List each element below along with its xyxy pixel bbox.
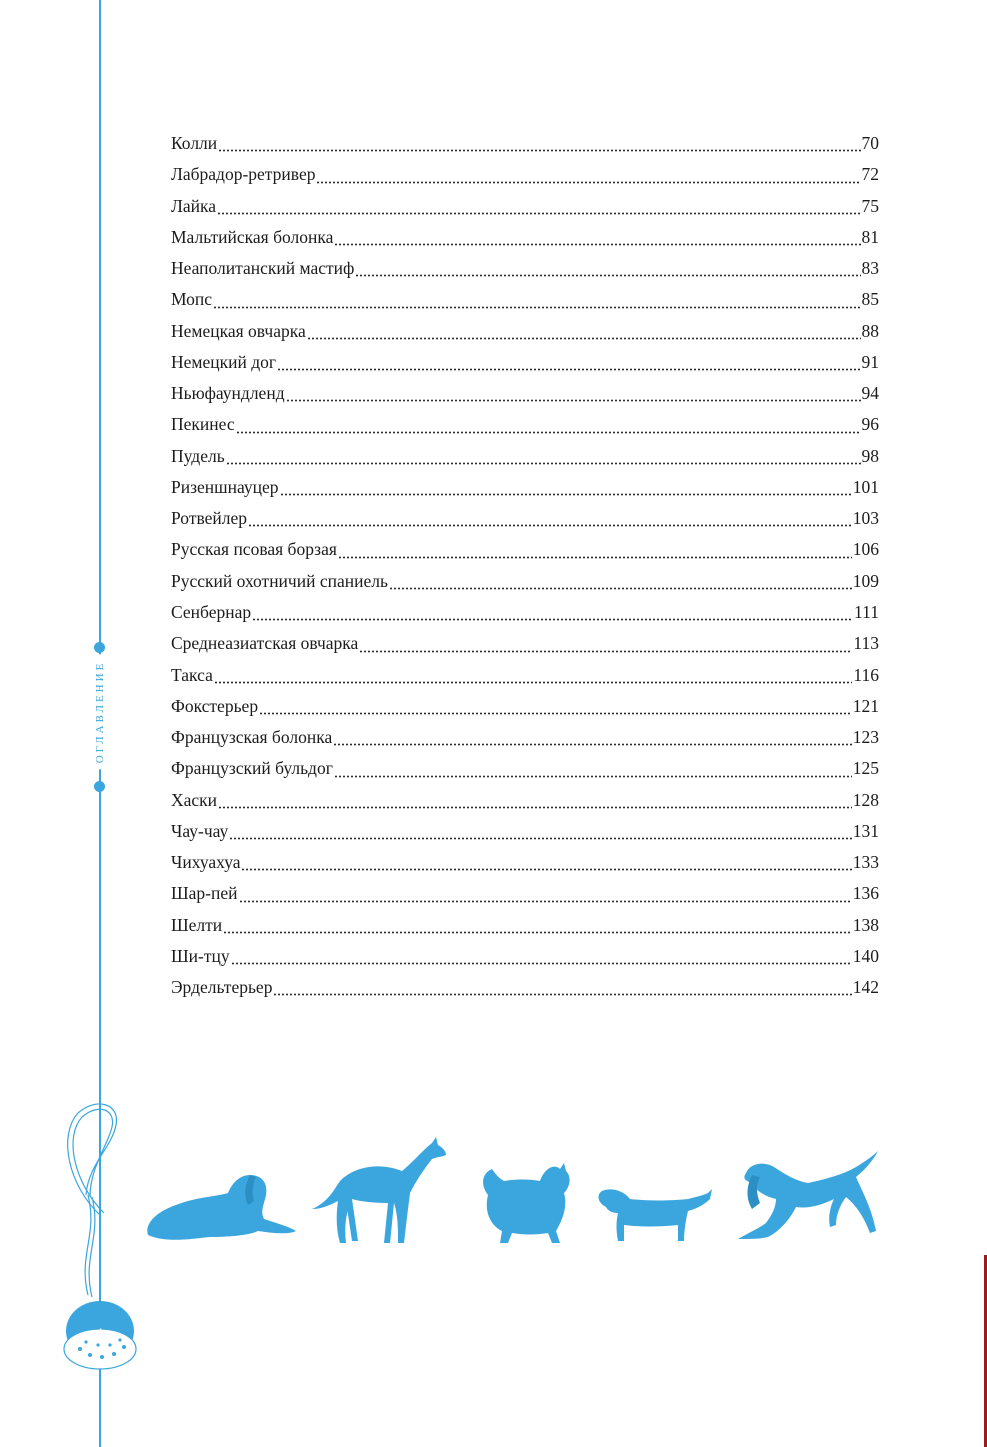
toc-entry[interactable] xyxy=(171,534,879,565)
section-label: ОГЛАВЛЕНИЕ xyxy=(94,655,106,770)
toc-entry-title: Среднеазиатская овчарка xyxy=(171,633,359,654)
greyhound-icon xyxy=(312,1137,446,1243)
toc-entry-title: Шелти xyxy=(171,914,223,935)
toc-entry-page: 121 xyxy=(852,695,879,716)
dot-leader xyxy=(280,493,852,496)
toc-entry[interactable] xyxy=(171,566,879,597)
toc-entry[interactable] xyxy=(171,347,879,378)
toc-entry-title: Сенбернар xyxy=(171,601,252,622)
toc-entry[interactable] xyxy=(171,159,879,190)
toc-entry[interactable] xyxy=(171,660,879,691)
toc-entry[interactable] xyxy=(171,691,879,722)
toc-entry-title: Французская болонка xyxy=(171,727,333,748)
toc-entry[interactable] xyxy=(171,910,879,941)
dot-leader xyxy=(229,837,851,840)
toc-entry[interactable] xyxy=(171,284,879,315)
toc-entry-page: 88 xyxy=(861,320,879,341)
dot-leader xyxy=(248,524,852,527)
dot-leader xyxy=(316,181,860,184)
toc-entry-page: 123 xyxy=(852,727,879,748)
dot-leader xyxy=(286,399,861,402)
toc-entry[interactable] xyxy=(171,847,879,878)
toc-entry-title: Ротвейлер xyxy=(171,508,248,529)
toc-entry-page: 83 xyxy=(861,258,879,279)
toc-entry[interactable] xyxy=(171,753,879,784)
dot-leader xyxy=(226,462,861,465)
toc-entry-page: 125 xyxy=(852,758,879,779)
toc-entry[interactable] xyxy=(171,878,879,909)
toc-entry-page: 94 xyxy=(861,383,879,404)
toc-entry-title: Русская псовая борзая xyxy=(171,539,337,560)
toc-entry-page: 81 xyxy=(861,226,879,247)
toc-entry-page: 98 xyxy=(861,445,879,466)
dot-leader xyxy=(334,243,860,246)
toc-entry-page: 75 xyxy=(861,195,879,216)
toc-entry-title: Мальтийская болонка xyxy=(171,226,334,247)
toc-entry-title: Такса xyxy=(171,664,213,685)
rule-dot-top xyxy=(94,642,105,653)
toc-entry-title: Французский бульдог xyxy=(171,758,333,779)
toc-entry-page: 111 xyxy=(854,601,879,622)
toc-entry[interactable] xyxy=(171,597,879,628)
toc-entry-page: 96 xyxy=(861,414,879,435)
toc-entry-title: Неаполитанский мастиф xyxy=(171,258,355,279)
toc-entry-page: 85 xyxy=(861,289,879,310)
toc-entry-page: 91 xyxy=(861,351,879,372)
dot-leader xyxy=(214,681,853,684)
toc-entry-title: Эрдельтерьер xyxy=(171,977,273,998)
dot-leader xyxy=(338,556,852,559)
toc-entry[interactable] xyxy=(171,722,879,753)
dot-leader xyxy=(217,212,860,215)
dot-leader xyxy=(333,743,852,746)
toc-entry-page: 109 xyxy=(852,570,879,591)
toc-entry-page: 103 xyxy=(852,508,879,529)
toc-entry-page: 128 xyxy=(852,789,879,810)
toc-entry-title: Пекинес xyxy=(171,414,235,435)
toc-entry[interactable] xyxy=(171,472,879,503)
toc-entry-page: 70 xyxy=(861,133,879,153)
dot-leader xyxy=(231,962,852,965)
toc-entry[interactable] xyxy=(171,503,879,534)
toc-entry-page: 131 xyxy=(852,820,879,841)
dachshund-icon xyxy=(599,1189,712,1241)
dot-leader xyxy=(213,306,860,309)
dot-leader xyxy=(218,149,860,152)
toc-entry-page: 136 xyxy=(852,883,879,904)
table-of-contents xyxy=(171,128,879,1003)
toc-entry-title: Лайка xyxy=(171,195,217,216)
dot-leader xyxy=(241,868,851,871)
toc-entry[interactable] xyxy=(171,128,879,159)
toc-entry-title: Русский охотничий спаниель xyxy=(171,570,388,591)
toc-entry-page: 106 xyxy=(852,539,879,560)
toc-entry-page: 142 xyxy=(852,977,879,998)
toc-entry-title: Ризеншнауцер xyxy=(171,476,279,497)
toc-entry-page: 116 xyxy=(853,664,879,685)
dot-leader xyxy=(307,337,861,340)
spaniel-icon xyxy=(738,1151,878,1239)
toc-entry-title: Ньюфаундленд xyxy=(171,383,285,404)
toc-entry-title: Ши-тцу xyxy=(171,945,230,966)
dot-leader xyxy=(218,806,852,809)
toc-entry-page: 138 xyxy=(852,914,879,935)
toc-entry[interactable] xyxy=(171,816,879,847)
dot-leader xyxy=(389,587,852,590)
toc-entry-title: Чау-чау xyxy=(171,820,229,841)
spitz-icon xyxy=(483,1163,570,1243)
dot-leader xyxy=(259,712,852,715)
page-number: 4 xyxy=(95,1326,103,1343)
dot-leader xyxy=(273,993,851,996)
rule-dot-bottom xyxy=(94,781,105,792)
dot-leader xyxy=(223,931,852,934)
toc-entry[interactable] xyxy=(171,378,879,409)
toc-entry-title: Мопс xyxy=(171,289,213,310)
toc-entry[interactable] xyxy=(171,253,879,284)
toc-entry[interactable] xyxy=(171,409,879,440)
toc-entry-title: Чихуахуа xyxy=(171,852,241,873)
dot-leader xyxy=(239,900,852,903)
toc-entry[interactable] xyxy=(171,972,879,1003)
lying-dog-icon xyxy=(147,1175,296,1240)
toc-entry-title: Немецкий дог xyxy=(171,351,277,372)
toc-entry-page: 72 xyxy=(861,164,879,185)
toc-entry-title: Немецкая овчарка xyxy=(171,320,306,341)
dot-leader xyxy=(236,431,861,434)
toc-entry[interactable] xyxy=(171,628,879,659)
toc-entry-title: Пудель xyxy=(171,445,225,466)
dot-leader xyxy=(355,274,860,277)
toc-entry[interactable] xyxy=(171,316,879,347)
toc-entry-page: 133 xyxy=(852,852,879,873)
dot-leader xyxy=(359,650,852,653)
toc-entry[interactable] xyxy=(171,785,879,816)
toc-entry-title: Лабрадор-ретривер xyxy=(171,164,316,185)
toc-entry-title: Колли xyxy=(171,133,218,153)
toc-entry[interactable] xyxy=(171,441,879,472)
toc-entry-page: 140 xyxy=(852,945,879,966)
dot-leader xyxy=(277,368,860,371)
toc-entry-page: 101 xyxy=(852,476,879,497)
toc-entry[interactable] xyxy=(171,941,879,972)
dot-leader xyxy=(334,775,852,778)
toc-entry[interactable] xyxy=(171,222,879,253)
toc-entry-page: 113 xyxy=(853,633,879,654)
toc-entry-title: Фокстерьер xyxy=(171,695,259,716)
dot-leader xyxy=(252,618,853,621)
dog-silhouettes xyxy=(140,1135,885,1250)
toc-entry-title: Шар-пей xyxy=(171,883,238,904)
toc-entry-title: Хаски xyxy=(171,789,218,810)
toc-entry[interactable] xyxy=(171,191,879,222)
